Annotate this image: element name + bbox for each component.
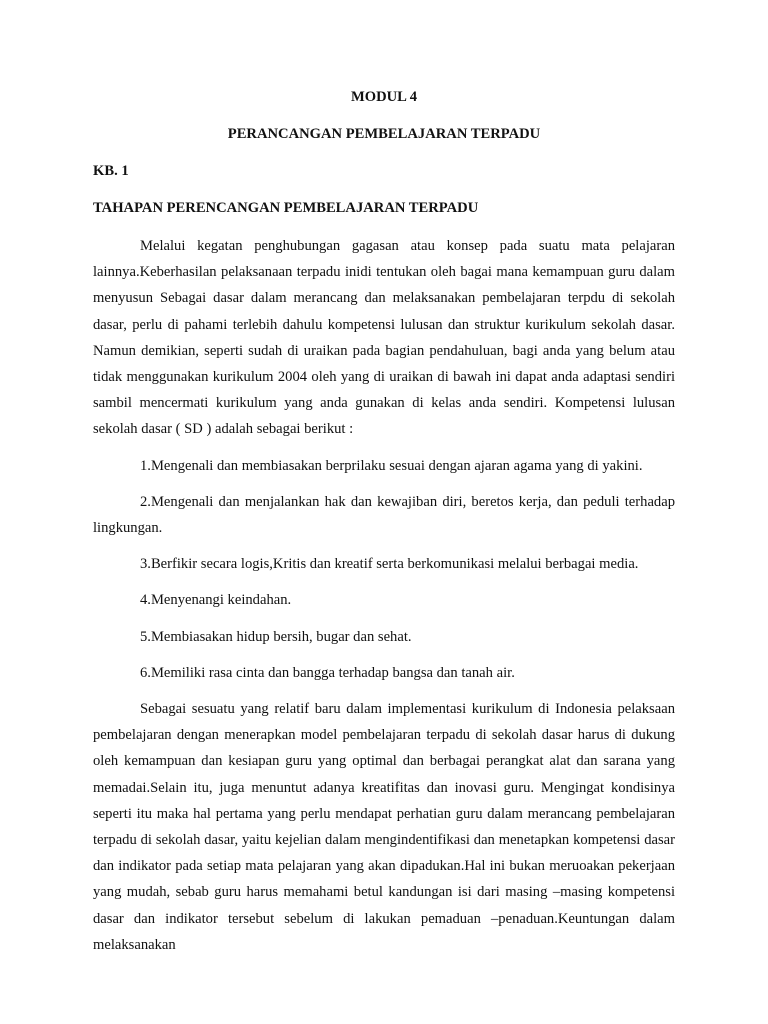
kb-label: KB. 1 (93, 163, 129, 179)
list-item: 6.Memiliki rasa cinta dan bangga terhadap bangsa dan tanah air. (140, 664, 515, 681)
paragraph-implementation: Sebagai sesuatu yang relatif baru dalam implementasi kurikulum di Indonesia pelaksaan pembelajaran dengan menerapkan model pembelajaran terpadu di sekolah dasar harus di dukung oleh kemampuan dan kesiapan guru yang optimal dan berbagai perangkat alat dan sarana yang memadai.Selain itu, juga menuntut adanya kreatifitas dan inovasi guru. Mengingat kondisinya seperti itu maka hal pertama yang perlu mendapat perhatian guru dalam merancang pembelajaran terpadu di sekolah dasar, yaitu kejelian dalam mengindentifikasi dan menetapkan kompetensi dasar dan indikator pada setiap mata pelajaran yang akan dipadukan.Hal ini bukan meruoakan pekerjaan yang mudah, sebab guru harus memahami betul kandungan isi dari masing –masing kompetensi dasar dan indikator tersebut sebelum di lakukan pemaduan –penaduan.Keuntungan dalam melaksanakan (93, 701, 675, 953)
paragraph-intro: Melalui kegatan penghubungan gagasan atau konsep pada suatu mata pelajaran lainnya.Keberhasilan pelaksanaan terpadu inidi tentukan oleh bagai mana kemampuan guru dalam menyusun Sebagai dasar dalam merancang dan melaksanakan pembelajaran terpdu di sekolah dasar, perlu di pahami terlebih dahulu kompetensi lulusan dan struktur kurikulum sekolah dasar. Namun demikian, seperti sudah di uraikan pada bagian pendahuluan, bagi anda yang belum atau tidak menggunakan kurikulum 2004 oleh yang di uraikan di bawah ini dapat anda adaptasi sendiri sambil mencermati kurikulum yang anda gunakan di kelas anda sendiri. Kompetensi lulusan sekolah dasar ( SD ) adalah sebagai berikut : (93, 238, 675, 438)
list-item: 3.Berfikir secara logis,Kritis dan kreatif serta berkomunikasi melalui berbagai media. (140, 556, 639, 573)
module-title: MODUL 4 (350, 89, 418, 105)
list-item: 4.Menyenangi keindahan. (140, 592, 292, 609)
list-item: 5.Membiasakan hidup bersih, bugar dan sehat. (140, 628, 412, 645)
module-subtitle: PERANCANGAN PEMBELAJARAN TERPADU (227, 126, 541, 142)
document-body (93, 86, 675, 958)
section-title: TAHAPAN PERENCANGAN PEMBELAJARAN TERPADU (93, 200, 479, 216)
list-item: 1.Mengenali dan membiasakan berprilaku sesuai dengan ajaran agama yang di yakini. (140, 457, 643, 474)
list-item: 2.Mengenali dan menjalankan hak dan kewajiban diri, beretos kerja, dan peduli terhadap lingkungan. (93, 493, 675, 537)
